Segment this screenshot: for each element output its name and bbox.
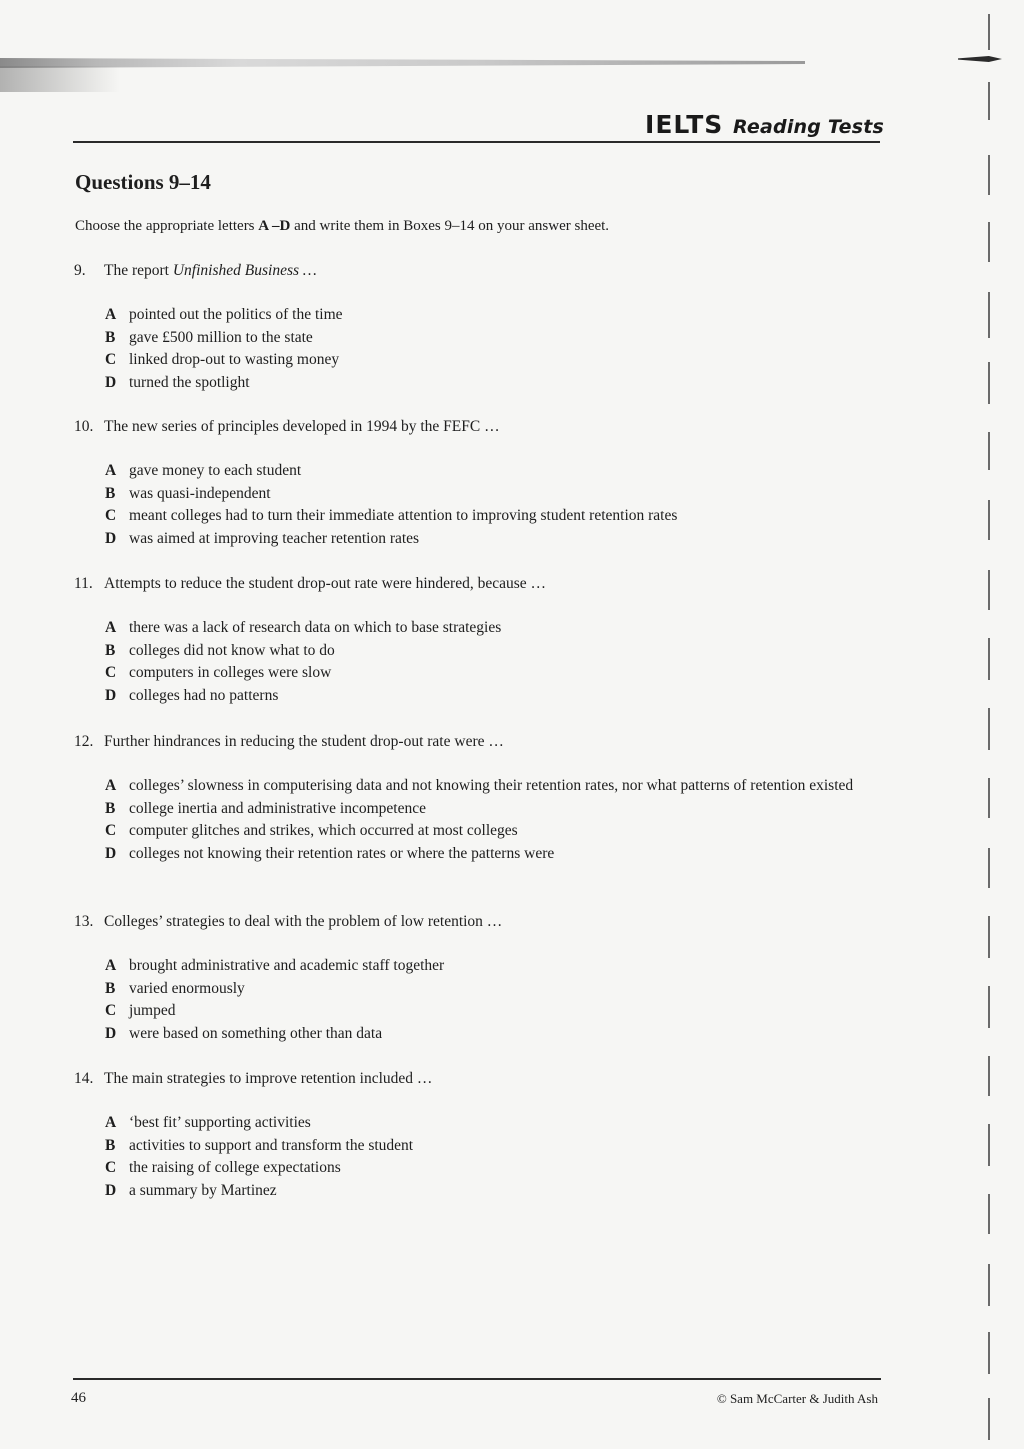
option-letter: D xyxy=(105,844,117,862)
option-c[interactable] xyxy=(105,505,929,528)
option-text: turned the spotlight xyxy=(129,373,250,391)
option-c[interactable] xyxy=(105,349,889,372)
binder-tick xyxy=(988,570,990,610)
question-stem xyxy=(74,573,894,595)
option-letter: A xyxy=(105,1114,117,1131)
option-letter: B xyxy=(105,979,116,997)
option-letter: B xyxy=(105,1136,116,1154)
binder-arrow-mark xyxy=(958,56,1002,62)
option-letter: A xyxy=(105,777,117,794)
section-title: Questions 9–14 xyxy=(75,170,211,194)
option-letter: C xyxy=(105,351,117,368)
option-letter: A xyxy=(105,619,117,636)
question-text: The new series of principles developed in 1994 by the FEFC … xyxy=(104,418,500,435)
option-list xyxy=(105,304,894,394)
option-letter: C xyxy=(105,1159,117,1176)
binder-tick xyxy=(988,1332,990,1374)
question-stem xyxy=(74,911,894,933)
option-letter: A xyxy=(105,462,117,479)
option-text: meant colleges had to turn their immediate attention to improving student retention rates xyxy=(129,507,678,524)
option-text: activities to support and transform the student xyxy=(129,1136,414,1154)
scan-shadow-bar xyxy=(0,58,805,68)
option-text: were based on something other than data xyxy=(129,1024,383,1042)
binder-tick xyxy=(988,638,990,680)
binder-tick xyxy=(988,916,990,958)
option-letter: C xyxy=(105,664,117,681)
option-letter: B xyxy=(105,328,116,346)
question-text: The main strategies to improve retention included … xyxy=(104,1070,433,1087)
option-a[interactable] xyxy=(105,775,905,798)
report-title: Unfinished Business … xyxy=(172,262,317,279)
binder-tick xyxy=(988,155,990,195)
option-list xyxy=(105,460,894,550)
option-a[interactable] xyxy=(105,617,889,640)
option-text: was quasi-independent xyxy=(129,484,271,502)
option-text: varied enormously xyxy=(129,979,245,997)
question-stem xyxy=(74,731,894,753)
option-a[interactable] xyxy=(105,460,889,483)
option-b[interactable] xyxy=(105,483,889,506)
binder-tick xyxy=(988,292,990,338)
option-text: there was a lack of research data on which to base strategies xyxy=(129,619,502,636)
question-number: 11. xyxy=(74,575,93,592)
question-10 xyxy=(74,416,894,550)
question-number: 14. xyxy=(74,1070,94,1087)
binder-tick xyxy=(988,986,990,1028)
binder-tick xyxy=(988,432,990,470)
option-text: brought administrative and academic staff together xyxy=(129,957,445,974)
option-c[interactable] xyxy=(105,1000,889,1023)
binder-tick xyxy=(988,82,990,120)
option-letter: C xyxy=(105,1002,117,1019)
binder-tick xyxy=(988,1056,990,1096)
option-text: colleges not knowing their retention rates or where the patterns were xyxy=(129,844,555,862)
option-text: a summary by Martinez xyxy=(129,1181,277,1199)
question-11 xyxy=(74,573,894,707)
option-c[interactable] xyxy=(105,662,889,685)
scan-smudge xyxy=(0,66,120,92)
copyright: © Sam McCarter & Judith Ash xyxy=(716,1391,878,1406)
question-text-plain: The report xyxy=(104,262,173,279)
binder-tick xyxy=(988,708,990,750)
option-list xyxy=(105,617,894,707)
option-letter: A xyxy=(105,306,117,323)
option-b[interactable] xyxy=(105,327,889,350)
option-a[interactable] xyxy=(105,955,889,978)
question-stem xyxy=(74,416,894,438)
option-text: linked drop-out to wasting money xyxy=(129,351,340,368)
footer-rule xyxy=(73,1378,881,1380)
question-text: Colleges’ strategies to deal with the problem of low retention … xyxy=(104,913,503,930)
option-letter: C xyxy=(105,822,117,839)
option-c[interactable] xyxy=(105,820,889,843)
binder-tick xyxy=(988,778,990,818)
instruction-text-end: and write them in Boxes 9–14 on your answer sheet. xyxy=(290,218,610,234)
option-d[interactable] xyxy=(105,528,889,551)
option-text: computer glitches and strikes, which occurred at most colleges xyxy=(129,822,518,839)
option-letter: A xyxy=(105,957,117,974)
question-text: Attempts to reduce the student drop-out rate were hindered, because … xyxy=(104,575,547,592)
question-stem xyxy=(74,1068,894,1090)
header-brand: IELTS xyxy=(645,110,724,139)
option-d[interactable] xyxy=(105,843,889,866)
binder-tick xyxy=(988,14,990,50)
option-letter: D xyxy=(105,1024,117,1042)
instruction-letters: A –D xyxy=(258,218,291,234)
option-text: colleges’ slowness in computerising data and not knowing their retention rates, nor what patterns of retention existed xyxy=(129,777,854,794)
option-b[interactable] xyxy=(105,798,889,821)
option-text: jumped xyxy=(129,1002,176,1019)
option-c[interactable] xyxy=(105,1157,889,1180)
question-number: 12. xyxy=(74,733,94,750)
question-13 xyxy=(74,911,894,1045)
option-text: colleges did not know what to do xyxy=(129,641,335,659)
option-text: pointed out the politics of the time xyxy=(129,306,343,323)
header-subtitle: Reading Tests xyxy=(733,116,884,138)
option-text: computers in colleges were slow xyxy=(129,664,332,681)
option-text: the raising of college expectations xyxy=(129,1159,341,1176)
option-b[interactable] xyxy=(105,640,889,663)
option-list xyxy=(105,955,894,1045)
question-text xyxy=(104,262,317,279)
question-number: 10. xyxy=(74,418,94,435)
option-a[interactable] xyxy=(105,1112,889,1135)
option-b[interactable] xyxy=(105,978,889,1001)
option-a[interactable] xyxy=(105,304,889,327)
instruction-text-start: Choose the appropriate letters xyxy=(75,218,259,234)
binder-tick xyxy=(988,500,990,540)
question-12 xyxy=(74,731,894,865)
binder-tick xyxy=(988,848,990,888)
option-letter: C xyxy=(105,507,117,524)
option-list xyxy=(105,775,894,865)
option-letter: D xyxy=(105,529,117,547)
binder-tick xyxy=(988,1124,990,1166)
header-rule xyxy=(73,141,880,143)
question-14 xyxy=(74,1068,894,1202)
option-text: was aimed at improving teacher retention rates xyxy=(129,529,420,547)
option-letter: B xyxy=(105,799,116,817)
page-number: 46 xyxy=(71,1390,86,1406)
binder-tick xyxy=(988,1398,990,1440)
instructions xyxy=(75,218,609,235)
option-d[interactable] xyxy=(105,1023,889,1046)
option-text: college inertia and administrative incompetence xyxy=(129,799,426,817)
question-9 xyxy=(74,260,894,394)
option-letter: D xyxy=(105,373,117,391)
option-d[interactable] xyxy=(105,1180,889,1203)
option-letter: B xyxy=(105,484,116,502)
option-letter: D xyxy=(105,686,117,704)
question-number: 9. xyxy=(74,262,86,279)
option-text: colleges had no patterns xyxy=(129,686,279,704)
binder-tick xyxy=(988,1264,990,1306)
binder-tick xyxy=(988,1194,990,1234)
option-letter: D xyxy=(105,1181,117,1199)
option-letter: B xyxy=(105,641,116,659)
option-text: gave £500 million to the state xyxy=(129,328,313,346)
question-stem xyxy=(74,260,894,282)
option-list xyxy=(105,1112,894,1202)
binder-tick xyxy=(988,362,990,404)
option-text: ‘best fit’ supporting activities xyxy=(129,1114,311,1131)
option-b[interactable] xyxy=(105,1135,889,1158)
option-text: gave money to each student xyxy=(129,462,302,479)
question-number: 13. xyxy=(74,913,94,930)
option-d[interactable] xyxy=(105,372,889,395)
binder-tick xyxy=(988,222,990,262)
question-text: Further hindrances in reducing the student drop-out rate were … xyxy=(104,733,504,750)
option-d[interactable] xyxy=(105,685,889,708)
running-header xyxy=(645,110,884,139)
